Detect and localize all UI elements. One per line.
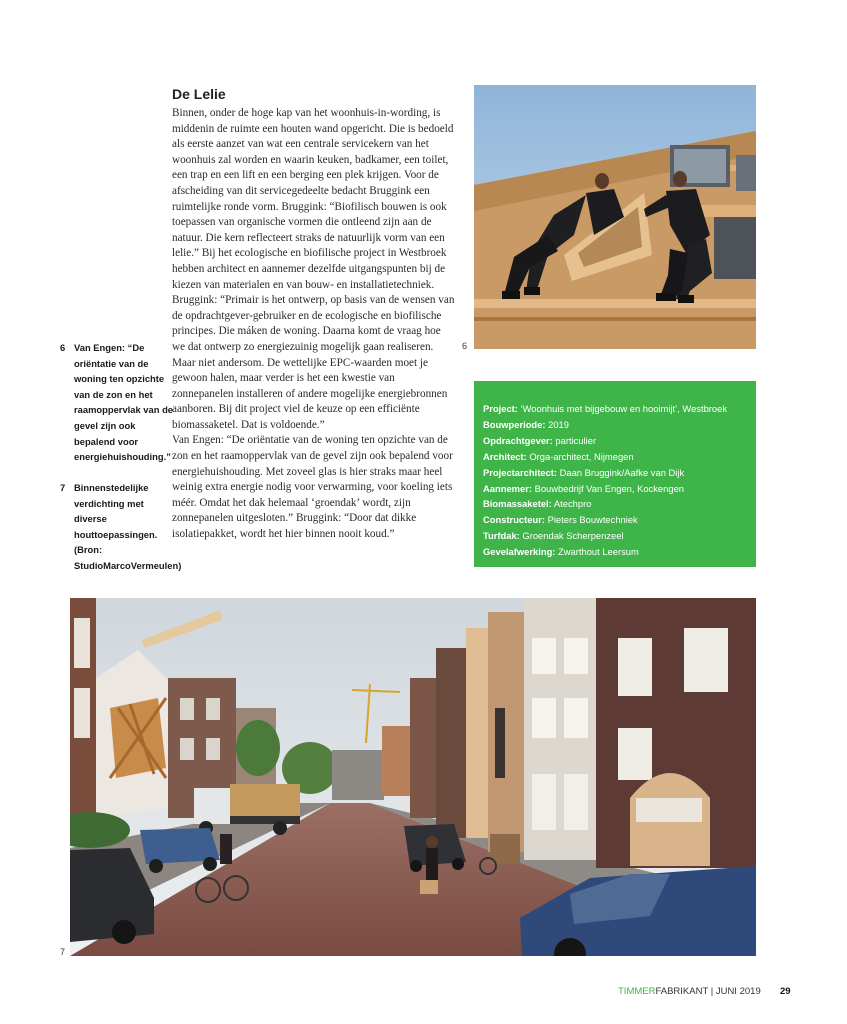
caption-6	[60, 340, 180, 470]
info-row	[483, 496, 747, 512]
paragraph: Binnen, onder de hoge kap van het woonhuis-in-wording, is middenin de ruimte een houten wand opgericht. Die is bedoeld als eerste aanzet van wat een centrale servicekern van het woonhuis zal worden en waarin keuken, badkamer, een toilet, een trap en een lift en een berging een plek krijgen. Voor de afscheiding van dit servicegedeelte bedacht Bruggink een ruimtelijke ronde vorm. Bruggink: “Biofilisch bouwen is ook toepassen van organische vormen die ontleend zijn aan de natuur. Die kern reflecteert straks de natuurlijk vorm van een lelie.” Bij het ecologische en biofilische project in Westbroek hebben architect en aannemer dezelfde uitgangspunten bij de kiezen van materialen en van bouw- en installatietechniek. Bruggink: “Primair is het ontwerp, op basis van de wensen van de opdrachtgever-gebruiker en de ecologische en biofilische principes. Die máken de woning. Daarna komt de vraag hoe we dat ontwerp zo energiezuinig mogelijk gaan realiseren. Maar niet andersom. De wettelijke EPC-waarden moet je gewoon halen, maar verder is het een kwestie van zonnepanelen installeren of andere mogelijke energiebronnen aanboren. Bij dit project viel de keuze op een efficiënte biomassaketel. Dat is voldoende.”	[172, 107, 455, 431]
info-label: Architect:	[483, 450, 527, 462]
info-value: ‘Woonhuis met bijgebouw en hooimijt’, Westbroek	[520, 403, 728, 414]
info-value: Groendak Scherpenzeel	[522, 530, 624, 542]
info-row	[483, 465, 747, 481]
info-row	[483, 401, 747, 417]
caption-text: Binnenstedelijke verdichting met diverse houttoepassingen. (Bron: StudioMarcoVermeulen)	[74, 482, 182, 571]
caption-number: 7	[60, 482, 66, 493]
info-value: particulier	[555, 434, 597, 446]
issue-date: | JUNI 2019	[708, 986, 761, 997]
info-value: Zwarthout Leersum	[558, 546, 639, 558]
photo-number: 6	[462, 341, 468, 351]
info-label: Aannemer:	[483, 482, 532, 494]
info-row	[483, 544, 747, 560]
caption-text: Van Engen: “De oriëntatie van de woning ten opzichte van de zon en het raamoppervlak van de gevel zijn ook bepalend voor energiehuishouding.”	[74, 342, 174, 463]
info-row	[483, 481, 747, 497]
info-row	[483, 528, 747, 544]
info-label: Gevelafwerking:	[483, 546, 556, 558]
info-value: Atechpro	[553, 498, 592, 510]
article-heading: De Lelie	[172, 86, 226, 102]
photo-street-scene	[70, 598, 756, 956]
caption-7	[60, 480, 180, 570]
article-body	[172, 106, 455, 543]
photo-construction-workers	[474, 85, 756, 349]
info-row	[483, 512, 747, 528]
photo-number: 7	[60, 947, 66, 957]
info-row	[483, 433, 747, 449]
info-label: Project:	[483, 403, 518, 414]
info-label: Opdrachtgever:	[483, 434, 553, 446]
info-label: Bouwperiode:	[483, 418, 546, 430]
info-label: Constructeur:	[483, 514, 545, 526]
info-value: Bouwbedrijf Van Engen, Kockengen	[534, 482, 685, 494]
page-footer	[618, 986, 761, 997]
info-value: Daan Bruggink/Aafke van Dijk	[559, 466, 685, 478]
caption-number: 6	[60, 342, 66, 353]
info-label: Projectarchitect:	[483, 466, 557, 478]
magazine-name-part1: TIMMER	[618, 986, 656, 997]
info-row	[483, 449, 747, 465]
paragraph: Van Engen: “De oriëntatie van de woning ten opzichte van de zon en het raamoppervlak van de gevel zijn ook bepalend voor energiehuishouding. Met zoveel glas is hier straks maar heel weinig extra energie nodig voor verwarming, voor koeling iets méér. Omdat het dak helemaal ‘groendak’ wordt, zijn zonnepanelen uitgesloten.” Bruggink: “Door dat dikke isolatiepakket, wordt het hier binnen nooit koud.”	[172, 434, 453, 541]
magazine-name-part2: FABRIKANT	[655, 986, 709, 997]
info-row	[483, 417, 747, 433]
project-info-box	[474, 381, 756, 567]
info-value: 2019	[548, 418, 569, 430]
info-label: Turfdak:	[483, 530, 520, 542]
info-value: Orga-architect, Nijmegen	[529, 450, 634, 462]
info-value: Pieters Bouwtechniek	[547, 514, 638, 526]
info-label: Biomassaketel:	[483, 498, 552, 510]
page-number: 29	[780, 986, 791, 997]
